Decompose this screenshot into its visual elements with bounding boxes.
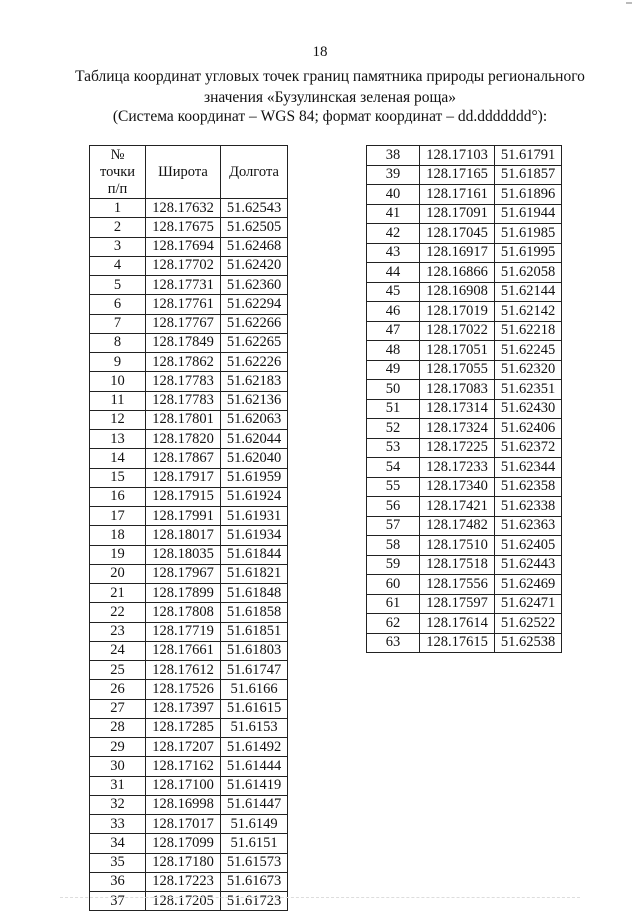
table-row	[367, 263, 562, 283]
latitude-cell: 128.17614	[420, 614, 495, 634]
latitude-cell: 128.17165	[420, 165, 495, 185]
point-number-cell: 9	[90, 353, 146, 372]
longitude-cell: 51.6153	[221, 718, 288, 737]
latitude-cell: 128.17849	[146, 333, 221, 352]
table-row	[367, 341, 562, 361]
latitude-cell: 128.17421	[420, 497, 495, 517]
latitude-cell: 128.17510	[420, 536, 495, 556]
latitude-cell: 128.17597	[420, 594, 495, 614]
point-number-cell: 61	[367, 594, 420, 614]
point-number-cell: 17	[90, 507, 146, 526]
point-number-cell: 41	[367, 204, 420, 224]
longitude-cell: 51.62351	[495, 380, 562, 400]
latitude-cell: 128.17967	[146, 564, 221, 583]
latitude-cell: 128.17783	[146, 391, 221, 410]
latitude-cell: 128.17022	[420, 321, 495, 341]
longitude-cell: 51.61723	[221, 892, 288, 911]
table-header-row	[90, 146, 288, 199]
table-row	[90, 276, 288, 295]
longitude-cell: 51.62372	[495, 438, 562, 458]
table-row	[367, 224, 562, 244]
table-row	[90, 815, 288, 834]
table-row	[90, 199, 288, 218]
table-row	[90, 507, 288, 526]
point-number-cell: 13	[90, 430, 146, 449]
latitude-cell: 128.17099	[146, 834, 221, 853]
latitude-cell: 128.16998	[146, 795, 221, 814]
longitude-cell: 51.62063	[221, 410, 288, 429]
table-row	[90, 468, 288, 487]
table-row	[367, 419, 562, 439]
longitude-cell: 51.62430	[495, 399, 562, 419]
latitude-cell: 128.17324	[420, 419, 495, 439]
table-row	[367, 497, 562, 517]
longitude-cell: 51.62420	[221, 256, 288, 275]
table-row	[367, 243, 562, 263]
table-row	[367, 614, 562, 634]
table-row	[90, 333, 288, 352]
table-row	[367, 516, 562, 536]
latitude-cell: 128.17518	[420, 555, 495, 575]
table-row	[90, 834, 288, 853]
point-number-cell: 47	[367, 321, 420, 341]
longitude-cell: 51.61673	[221, 872, 288, 891]
longitude-cell: 51.62044	[221, 430, 288, 449]
longitude-cell: 51.62468	[221, 237, 288, 256]
table-row	[90, 622, 288, 641]
table-row	[90, 757, 288, 776]
table-row	[90, 295, 288, 314]
longitude-cell: 51.62320	[495, 360, 562, 380]
table-row	[367, 555, 562, 575]
longitude-cell: 51.62136	[221, 391, 288, 410]
point-number-cell: 32	[90, 795, 146, 814]
longitude-cell: 51.62245	[495, 341, 562, 361]
latitude-cell: 128.17767	[146, 314, 221, 333]
table-row	[90, 487, 288, 506]
latitude-cell: 128.17820	[146, 430, 221, 449]
coordinate-system-note: (Система координат – WGS 84; формат координат – dd.ddddddd°):	[112, 108, 548, 125]
point-number-cell: 57	[367, 516, 420, 536]
table-row	[90, 430, 288, 449]
point-number-cell: 35	[90, 853, 146, 872]
point-number-cell: 48	[367, 341, 420, 361]
point-number-cell: 33	[90, 815, 146, 834]
latitude-cell: 128.17162	[146, 757, 221, 776]
table-row	[367, 438, 562, 458]
point-number-cell: 12	[90, 410, 146, 429]
longitude-cell: 51.62543	[221, 199, 288, 218]
point-number-cell: 43	[367, 243, 420, 263]
longitude-cell: 51.61844	[221, 545, 288, 564]
table-row	[90, 872, 288, 891]
table-row	[90, 795, 288, 814]
latitude-cell: 128.17223	[146, 872, 221, 891]
table-row	[367, 165, 562, 185]
longitude-cell: 51.61791	[495, 146, 562, 166]
point-number-cell: 44	[367, 263, 420, 283]
longitude-cell: 51.62294	[221, 295, 288, 314]
longitude-cell: 51.62218	[495, 321, 562, 341]
point-number-cell: 8	[90, 333, 146, 352]
latitude-cell: 128.17233	[420, 458, 495, 478]
scan-artifact	[626, 2, 632, 4]
longitude-cell: 51.61419	[221, 776, 288, 795]
latitude-cell: 128.17917	[146, 468, 221, 487]
point-number-cell: 51	[367, 399, 420, 419]
point-number-cell: 55	[367, 477, 420, 497]
point-number-cell: 22	[90, 603, 146, 622]
table-row	[367, 282, 562, 302]
longitude-cell: 51.61944	[495, 204, 562, 224]
point-number-cell: 53	[367, 438, 420, 458]
latitude-cell: 128.17915	[146, 487, 221, 506]
longitude-cell: 51.62443	[495, 555, 562, 575]
latitude-cell: 128.17632	[146, 199, 221, 218]
longitude-cell: 51.62144	[495, 282, 562, 302]
latitude-cell: 128.17719	[146, 622, 221, 641]
point-number-cell: 16	[90, 487, 146, 506]
point-number-cell: 27	[90, 699, 146, 718]
longitude-cell: 51.61492	[221, 738, 288, 757]
table-row	[90, 526, 288, 545]
longitude-cell: 51.61934	[221, 526, 288, 545]
table-row	[90, 449, 288, 468]
latitude-cell: 128.17225	[420, 438, 495, 458]
point-number-cell: 34	[90, 834, 146, 853]
latitude-cell: 128.16917	[420, 243, 495, 263]
longitude-cell: 51.61931	[221, 507, 288, 526]
latitude-cell: 128.17103	[420, 146, 495, 166]
latitude-cell: 128.17017	[146, 815, 221, 834]
point-number-cell: 30	[90, 757, 146, 776]
longitude-cell: 51.61896	[495, 185, 562, 205]
point-number-cell: 1	[90, 199, 146, 218]
table-row	[90, 237, 288, 256]
longitude-cell: 51.61857	[495, 165, 562, 185]
longitude-cell: 51.61851	[221, 622, 288, 641]
table-row	[90, 372, 288, 391]
header-latitude: Широта	[146, 146, 221, 199]
point-number-cell: 38	[367, 146, 420, 166]
title-line-2: значения «Бузулинская зеленая роща»	[203, 89, 457, 106]
table-row	[367, 204, 562, 224]
point-number-cell: 19	[90, 545, 146, 564]
table-row	[90, 603, 288, 622]
latitude-cell: 128.17100	[146, 776, 221, 795]
latitude-cell: 128.17019	[420, 302, 495, 322]
table-row	[90, 314, 288, 333]
table-row	[367, 594, 562, 614]
latitude-cell: 128.17783	[146, 372, 221, 391]
longitude-cell: 51.62522	[495, 614, 562, 634]
header-point-number: № точки п/п	[90, 146, 146, 199]
point-number-cell: 49	[367, 360, 420, 380]
point-number-cell: 5	[90, 276, 146, 295]
table-row	[90, 661, 288, 680]
latitude-cell: 128.17083	[420, 380, 495, 400]
longitude-cell: 51.61444	[221, 757, 288, 776]
point-number-cell: 63	[367, 633, 420, 653]
longitude-cell: 51.62360	[221, 276, 288, 295]
latitude-cell: 128.17055	[420, 360, 495, 380]
longitude-cell: 51.62358	[495, 477, 562, 497]
longitude-cell: 51.61615	[221, 699, 288, 718]
point-number-cell: 29	[90, 738, 146, 757]
latitude-cell: 128.17180	[146, 853, 221, 872]
table-row	[90, 410, 288, 429]
longitude-cell: 51.61747	[221, 661, 288, 680]
longitude-cell: 51.62471	[495, 594, 562, 614]
latitude-cell: 128.17761	[146, 295, 221, 314]
latitude-cell: 128.17661	[146, 641, 221, 660]
longitude-cell: 51.62469	[495, 575, 562, 595]
longitude-cell: 51.62406	[495, 419, 562, 439]
title-line-1: Таблица координат угловых точек границ памятника природы регионального	[75, 68, 585, 85]
longitude-cell: 51.6166	[221, 680, 288, 699]
table-row	[90, 718, 288, 737]
latitude-cell: 128.17340	[420, 477, 495, 497]
table-row	[90, 892, 288, 911]
longitude-cell: 51.61447	[221, 795, 288, 814]
longitude-cell: 51.62538	[495, 633, 562, 653]
table-row	[367, 399, 562, 419]
latitude-cell: 128.17091	[420, 204, 495, 224]
point-number-cell: 50	[367, 380, 420, 400]
point-number-cell: 56	[367, 497, 420, 517]
longitude-cell: 51.62183	[221, 372, 288, 391]
table-row	[90, 699, 288, 718]
table-row	[90, 545, 288, 564]
latitude-cell: 128.17615	[420, 633, 495, 653]
table-row	[367, 321, 562, 341]
point-number-cell: 14	[90, 449, 146, 468]
point-number-cell: 15	[90, 468, 146, 487]
latitude-cell: 128.17051	[420, 341, 495, 361]
latitude-cell: 128.16908	[420, 282, 495, 302]
longitude-cell: 51.61995	[495, 243, 562, 263]
point-number-cell: 26	[90, 680, 146, 699]
page-number: 18	[312, 44, 328, 60]
table-row	[367, 302, 562, 322]
longitude-cell: 51.62405	[495, 536, 562, 556]
longitude-cell: 51.61821	[221, 564, 288, 583]
longitude-cell: 51.62338	[495, 497, 562, 517]
table-row	[367, 536, 562, 556]
point-number-cell: 20	[90, 564, 146, 583]
scan-artifact-bottom	[60, 897, 580, 899]
point-number-cell: 37	[90, 892, 146, 911]
latitude-cell: 128.17808	[146, 603, 221, 622]
table-row	[90, 218, 288, 237]
latitude-cell: 128.17731	[146, 276, 221, 295]
latitude-cell: 128.17526	[146, 680, 221, 699]
latitude-cell: 128.17397	[146, 699, 221, 718]
latitude-cell: 128.18035	[146, 545, 221, 564]
table-row	[90, 853, 288, 872]
longitude-cell: 51.61858	[221, 603, 288, 622]
table-row	[90, 738, 288, 757]
point-number-cell: 21	[90, 584, 146, 603]
latitude-cell: 128.17899	[146, 584, 221, 603]
point-number-cell: 28	[90, 718, 146, 737]
longitude-cell: 51.6149	[221, 815, 288, 834]
longitude-cell: 51.62344	[495, 458, 562, 478]
longitude-cell: 51.62505	[221, 218, 288, 237]
point-number-cell: 18	[90, 526, 146, 545]
point-number-cell: 36	[90, 872, 146, 891]
point-number-cell: 24	[90, 641, 146, 660]
latitude-cell: 128.17285	[146, 718, 221, 737]
table-row	[90, 564, 288, 583]
table-row	[367, 633, 562, 653]
longitude-cell: 51.62226	[221, 353, 288, 372]
document-title	[70, 66, 590, 108]
point-number-cell: 10	[90, 372, 146, 391]
longitude-cell: 51.61803	[221, 641, 288, 660]
latitude-cell: 128.17991	[146, 507, 221, 526]
table-row	[90, 353, 288, 372]
point-number-cell: 2	[90, 218, 146, 237]
point-number-cell: 42	[367, 224, 420, 244]
longitude-cell: 51.62363	[495, 516, 562, 536]
coordinates-table-left	[89, 145, 288, 911]
point-number-cell: 60	[367, 575, 420, 595]
longitude-cell: 51.61848	[221, 584, 288, 603]
latitude-cell: 128.17205	[146, 892, 221, 911]
latitude-cell: 128.17556	[420, 575, 495, 595]
longitude-cell: 51.61573	[221, 853, 288, 872]
point-number-cell: 52	[367, 419, 420, 439]
table-row	[90, 776, 288, 795]
latitude-cell: 128.16866	[420, 263, 495, 283]
latitude-cell: 128.17045	[420, 224, 495, 244]
table-row	[367, 458, 562, 478]
point-number-cell: 25	[90, 661, 146, 680]
point-number-cell: 23	[90, 622, 146, 641]
latitude-cell: 128.17862	[146, 353, 221, 372]
longitude-cell: 51.62040	[221, 449, 288, 468]
point-number-cell: 11	[90, 391, 146, 410]
longitude-cell: 51.62058	[495, 263, 562, 283]
longitude-cell: 51.62265	[221, 333, 288, 352]
table-row	[90, 256, 288, 275]
table-row	[367, 575, 562, 595]
longitude-cell: 51.6151	[221, 834, 288, 853]
point-number-cell: 46	[367, 302, 420, 322]
longitude-cell: 51.61924	[221, 487, 288, 506]
table-row	[367, 360, 562, 380]
point-number-cell: 3	[90, 237, 146, 256]
latitude-cell: 128.17867	[146, 449, 221, 468]
table-row	[90, 680, 288, 699]
latitude-cell: 128.17207	[146, 738, 221, 757]
longitude-cell: 51.61985	[495, 224, 562, 244]
longitude-cell: 51.62142	[495, 302, 562, 322]
table-row	[367, 477, 562, 497]
point-number-cell: 54	[367, 458, 420, 478]
point-number-cell: 6	[90, 295, 146, 314]
latitude-cell: 128.17314	[420, 399, 495, 419]
table-row	[367, 380, 562, 400]
latitude-cell: 128.17675	[146, 218, 221, 237]
latitude-cell: 128.18017	[146, 526, 221, 545]
point-number-cell: 62	[367, 614, 420, 634]
table-row	[90, 584, 288, 603]
latitude-cell: 128.17702	[146, 256, 221, 275]
longitude-cell: 51.62266	[221, 314, 288, 333]
point-number-cell: 59	[367, 555, 420, 575]
table-row	[90, 641, 288, 660]
point-number-cell: 31	[90, 776, 146, 795]
coordinates-table-right	[366, 145, 562, 653]
latitude-cell: 128.17612	[146, 661, 221, 680]
point-number-cell: 7	[90, 314, 146, 333]
point-number-cell: 45	[367, 282, 420, 302]
latitude-cell: 128.17694	[146, 237, 221, 256]
latitude-cell: 128.17801	[146, 410, 221, 429]
latitude-cell: 128.17161	[420, 185, 495, 205]
point-number-cell: 40	[367, 185, 420, 205]
header-longitude: Долгота	[221, 146, 288, 199]
point-number-cell: 4	[90, 256, 146, 275]
longitude-cell: 51.61959	[221, 468, 288, 487]
table-row	[367, 146, 562, 166]
table-row	[367, 185, 562, 205]
table-row	[90, 391, 288, 410]
point-number-cell: 58	[367, 536, 420, 556]
point-number-cell: 39	[367, 165, 420, 185]
latitude-cell: 128.17482	[420, 516, 495, 536]
